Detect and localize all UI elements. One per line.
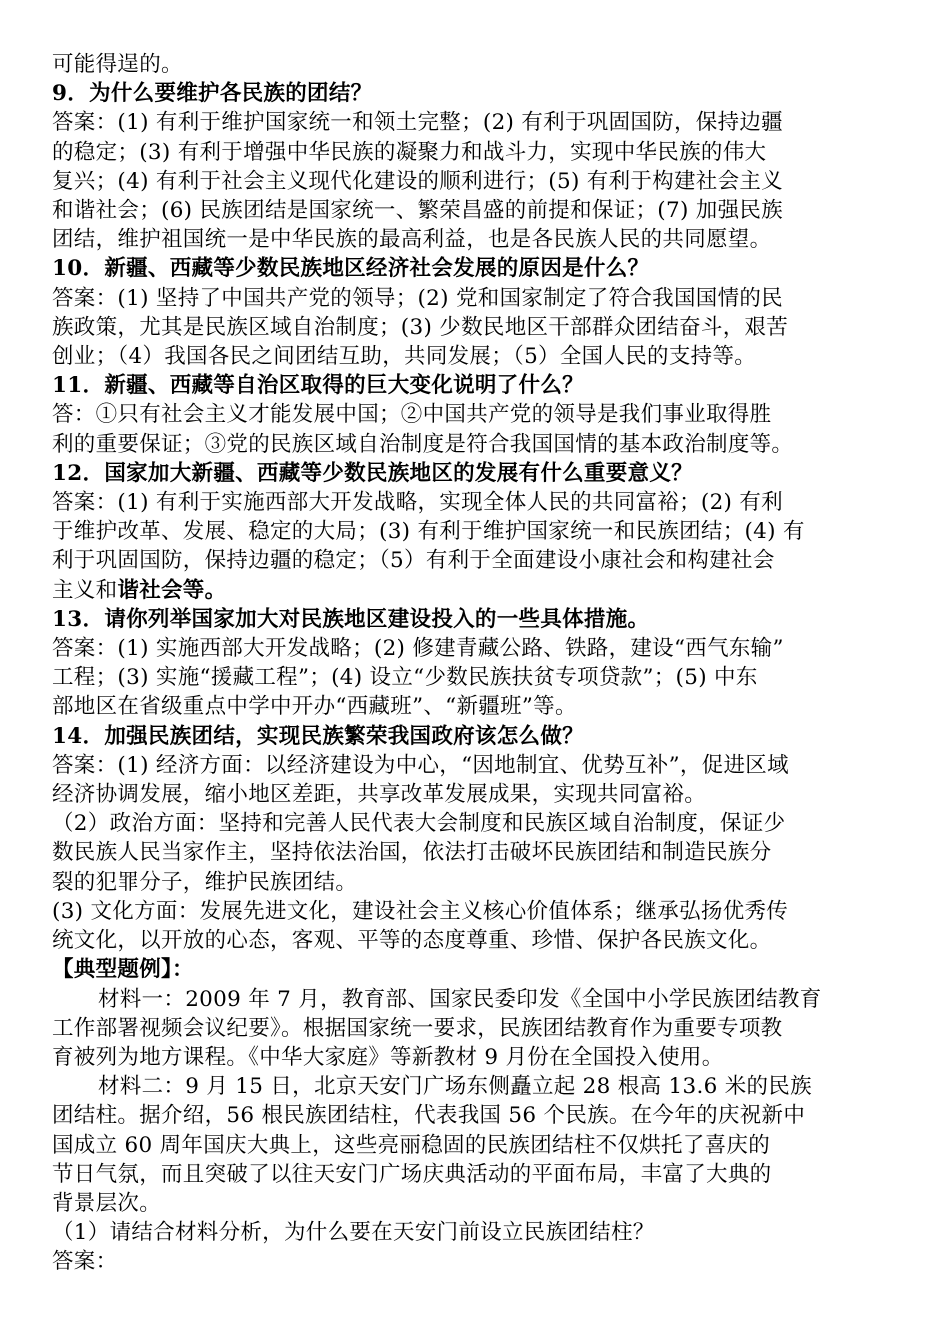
answer-line: 答案：(1) 经济方面：以经济建设为中心，“因地制宜、优势互补”，促进区域 xyxy=(52,752,789,778)
answer-line: 答：①只有社会主义才能发展中国；②中国共产党的领导是我们事业取得胜 xyxy=(52,402,772,428)
answer-line: 团结，维护祖国统一是中华民族的最高利益，也是各民族人民的共同愿望。 xyxy=(52,227,772,253)
answer-line: （2）政治方面：坚持和完善人民代表大会制度和民族区域自治制度，保证少 xyxy=(52,811,786,837)
material-line: 育被列为地方课程。《中华大家庭》等新教材 9 月份在全国投入使用。 xyxy=(52,1044,724,1070)
answer-bold-text: 谐社会等。 xyxy=(117,577,227,603)
answer-line: 创业；（4）我国各民之间团结互助，共同发展；（5）全国人民的支持等。 xyxy=(52,344,757,370)
question-9-heading: 9．为什么要维护各民族的团结？ xyxy=(52,81,373,107)
material-line: 节日气氛，而且突破了以往天安门广场庆典活动的平面布局，丰富了大典的 xyxy=(52,1161,772,1187)
material-line: 国成立 60 周年国庆大典上，这些亮丽稳固的民族团结柱不仅烘托了喜庆的 xyxy=(52,1132,771,1158)
material-line: 团结柱。据介绍，56 根民族团结柱，代表我国 56 个民族。在今年的庆祝新中 xyxy=(52,1103,806,1129)
question-11-heading: 11．新疆、西藏等自治区取得的巨大变化说明了什么？ xyxy=(52,373,584,399)
example-section-heading: 【典型题例】： xyxy=(52,957,194,983)
answer-line: 答案：(1) 有利于实施西部大开发战略，实现全体人民的共同富裕；(2) 有利 xyxy=(52,490,783,516)
answer-line: 数民族人民当家作主，坚持依法治国，依法打击破坏民族团结和制造民族分 xyxy=(52,840,772,866)
answer-line: 统文化，以开放的心态，客观、平等的态度尊重、珍惜、保护各民族文化。 xyxy=(52,928,772,954)
answer-line: 答案：(1) 有利于维护国家统一和领土完整；(2) 有利于巩固国防，保持边疆 xyxy=(52,110,783,136)
answer-line: 于维护改革、发展、稳定的大局；(3) 有利于维护国家统一和民族团结；(4) 有 xyxy=(52,519,805,545)
material-line: 工作部署视频会议纪要》。根据国家统一要求，民族团结教育作为重要专项教 xyxy=(52,1015,783,1041)
answer-line: 利的重要保证；③党的民族区域自治制度是符合我国国情的基本政治制度等。 xyxy=(52,431,794,457)
answer-line: 和谐社会；(6) 民族团结是国家统一、繁荣昌盛的前提和保证；(7) 加强民族 xyxy=(52,198,783,224)
answer-line: 裂的犯罪分子，维护民族团结。 xyxy=(52,869,358,895)
answer-line: 部地区在省级重点中学中开办“西藏班”、“新疆班”等。 xyxy=(52,694,577,720)
answer-line: 答案：(1) 实施西部大开发战略；(2) 修建青藏公路、铁路，建设“西气东输” xyxy=(52,636,784,662)
answer-line: 答案：(1) 坚持了中国共产党的领导；(2) 党和国家制定了符合我国国情的民 xyxy=(52,285,783,311)
answer-line: (3) 文化方面：发展先进文化，建设社会主义核心价值体系；继承弘扬优秀传 xyxy=(52,898,789,924)
material-line: 材料二：9 月 15 日，北京天安门广场东侧矗立起 28 根高 13.6 米的民族 xyxy=(98,1074,812,1100)
question-12-heading: 12．国家加大新疆、西藏等少数民族地区的发展有什么重要意义？ xyxy=(52,460,693,486)
question-10-heading: 10．新疆、西藏等少数民族地区经济社会发展的原因是什么？ xyxy=(52,256,650,282)
answer-text: 主义和 xyxy=(52,577,118,603)
answer-line: 复兴；(4) 有利于社会主义现代化建设的顺利进行；(5) 有利于构建社会主义 xyxy=(52,168,783,194)
text-line: 可能得逞的。 xyxy=(52,52,183,77)
answer-line: 工程；(3) 实施“援藏工程”；(4) 设立“少数民族扶贫专项贷款”；(5) 中东 xyxy=(52,665,758,691)
material-line: 材料一：2009 年 7 月，教育部、国家民委印发《全国中小学民族团结教育 xyxy=(98,986,822,1012)
answer-line: 利于巩固国防，保持边疆的稳定；（5）有利于全面建设小康社会和构建社会 xyxy=(52,548,775,574)
sub-question-line: （1）请结合材料分析，为什么要在天安门前设立民族团结柱？ xyxy=(52,1220,655,1246)
answer-line: 族政策，尤其是民族区域自治制度；(3) 少数民地区干部群众团结奋斗，艰苦 xyxy=(52,314,789,340)
answer-label: 答案： xyxy=(52,1249,118,1275)
question-13-heading: 13．请你列举国家加大对民族地区建设投入的一些具体措施。 xyxy=(52,606,650,632)
answer-line: 的稳定；(3) 有利于增强中华民族的凝聚力和战斗力，实现中华民族的伟大 xyxy=(52,139,767,165)
material-line: 背景层次。 xyxy=(52,1190,162,1216)
question-14-heading: 14．加强民族团结，实现民族繁荣我国政府该怎么做？ xyxy=(52,723,584,749)
answer-line: 经济协调发展，缩小地区差距，共享改革发展成果，实现共同富裕。 xyxy=(52,782,707,808)
answer-line xyxy=(52,576,900,605)
